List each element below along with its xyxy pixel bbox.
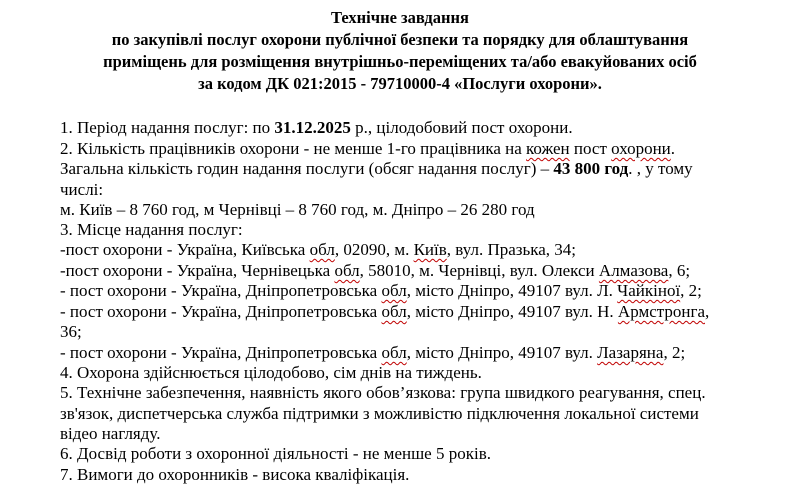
spellcheck-word: обл — [381, 281, 407, 300]
spellcheck-word: Алмазова — [598, 261, 669, 280]
body-line: - пост охорони - Україна, Дніпропетровська обл, місто Дніпро, 49107 вул. Лазаряна, 2; — [60, 343, 686, 362]
body-line: м. Київ – 8 760 год, м Чернівці – 8 760 год, м. Дніпро – 26 280 год — [60, 200, 535, 219]
spellcheck-word: Лазаряна — [597, 343, 664, 362]
spellcheck-word: Київ — [413, 240, 447, 259]
total-hours: 43 800 год — [553, 159, 629, 178]
body-line: 6. Досвід роботи з охоронної діяльності - не менше 5 років. — [60, 444, 491, 463]
document-title: Технічне завдання — [331, 8, 469, 27]
spellcheck-word: Чайкіної — [617, 281, 681, 300]
body-line: -пост охорони - Україна, Чернівецька обл, 58010, м. Чернівці, вул. Олекси Алмазова, 6; — [60, 261, 691, 280]
spellcheck-word: обл — [381, 302, 407, 321]
body-line: - пост охорони - Україна, Дніпропетровська обл, місто Дніпро, 49107 вул. Л. Чайкіної, 2; — [60, 281, 702, 300]
body-line: 1. Період надання послуг: по 31.12.2025 р., цілодобовий пост охорони. — [60, 118, 573, 137]
body-line: -пост охорони - Україна, Київська обл, 02090, м. Київ, вул. Празька, 34; — [60, 240, 577, 259]
body-line: зв'язок, диспетчерська служба підтримки з можливістю підключення локальної системи — [60, 404, 699, 423]
body-line: 7. Вимоги до охоронників - висока кваліфікація. — [60, 465, 410, 484]
document-subtitle-line: приміщень для розміщення внутрішньо-переміщених та/або евакуйованих осіб — [103, 52, 697, 71]
spellcheck-word: обл — [334, 261, 360, 280]
body-line: числі: — [60, 180, 104, 199]
body-line: 5. Технічне забезпечення, наявність якого обов’язкова: група швидкого реагування, спец. — [60, 383, 706, 402]
document-subtitle-line: по закупівлі послуг охорони публічної безпеки та порядку для облаштування — [111, 30, 689, 49]
spellcheck-word: охорони — [611, 139, 671, 158]
spellcheck-word: кожен — [526, 139, 570, 158]
body-line: 4. Охорона здійснюється цілодобово, сім днів на тиждень. — [60, 363, 482, 382]
spellcheck-word: обл — [309, 240, 335, 259]
body-line: 2. Кількість працівників охорони - не менше 1-го працівника на кожен пост охорони. — [60, 139, 676, 158]
spellcheck-word: обл — [381, 343, 407, 362]
body-line: Загальна кількість годин надання послуги (обсяг надання послуг) – 43 800 год. , у тому — [60, 159, 693, 178]
document-subtitle-line: за кодом ДК 021:2015 - 79710000-4 «Послуги охорони». — [198, 74, 602, 93]
body-line: 3. Місце надання послуг: — [60, 220, 243, 239]
body-line: відео нагляду. — [60, 424, 161, 443]
body-line: 36; — [60, 322, 82, 341]
body-line: - пост охорони - Україна, Дніпропетровська обл, місто Дніпро, 49107 вул. Н. Армстронга, — [60, 302, 710, 321]
end-date: 31.12.2025 — [274, 118, 351, 137]
spellcheck-word: Армстронга — [617, 302, 705, 321]
